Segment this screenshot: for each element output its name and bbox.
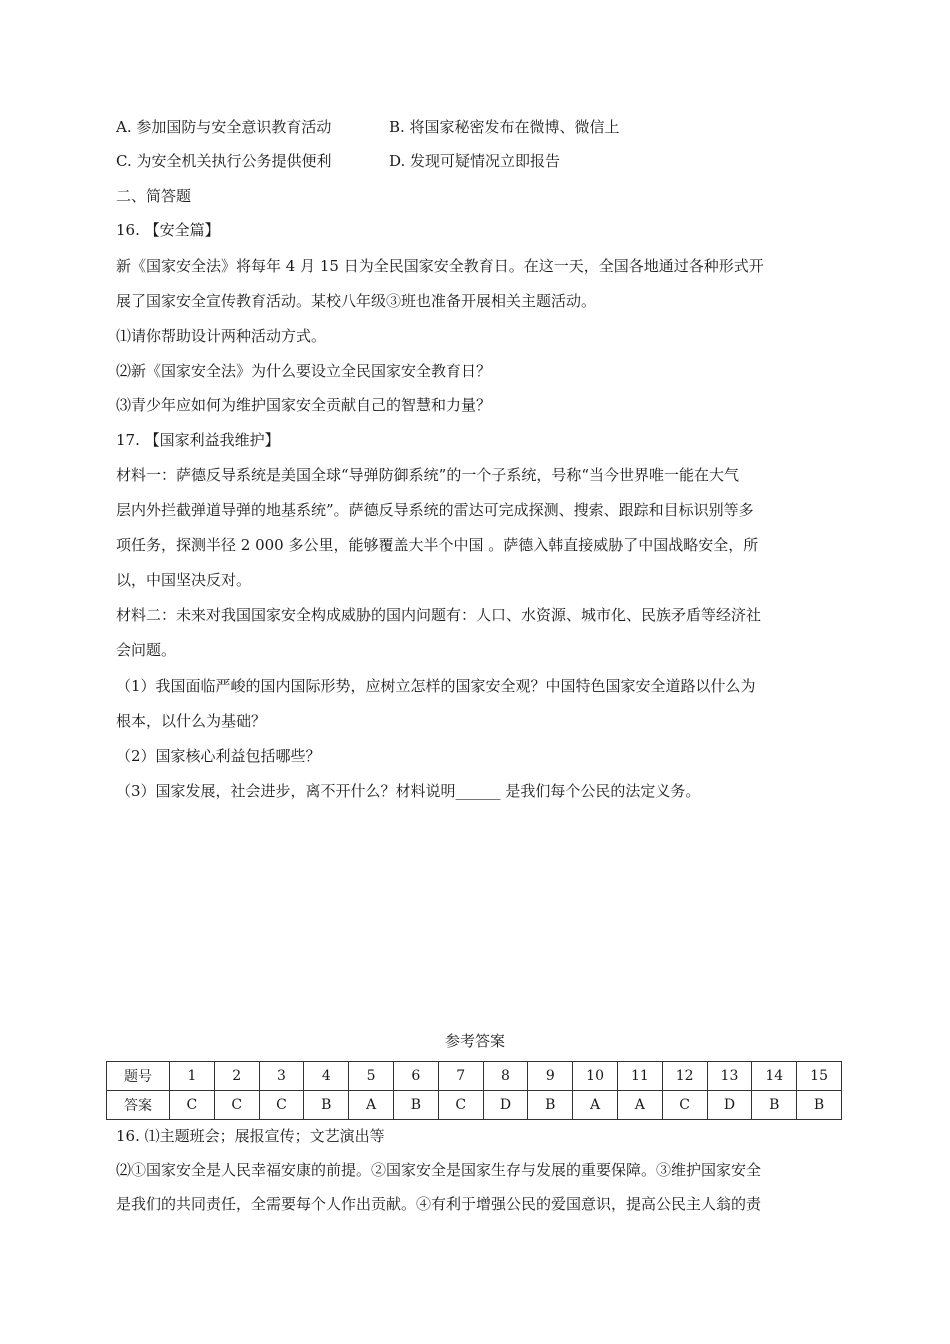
table-cell: 4	[304, 1062, 349, 1091]
q17-sub-question: 根本，以什么为基础？	[116, 712, 267, 730]
q16-heading: 16. 【安全篇】	[116, 221, 220, 239]
table-cell: 14	[752, 1062, 797, 1091]
q16-text-line: 展了国家安全宣传教育活动。某校八年级③班也准备开展相关主题活动。	[116, 292, 597, 310]
q17-material-line: 以，中国坚决反对。	[116, 571, 252, 589]
table-cell: 15	[797, 1062, 842, 1091]
answer-16-2-line: 是我们的共同责任，全需要每个人作出贡献。④有利于增强公民的爱国意识，提高公民主人翁的责	[116, 1195, 762, 1213]
answer-table	[106, 1061, 842, 1120]
q17-sub-question: （2）国家核心利益包括哪些？	[116, 747, 321, 765]
q16-text-line: 新《国家安全法》将每年 4 月 15 日为全民国家安全教育日。在这一天，全国各地通过各种形式开	[116, 257, 764, 275]
table-cell: 7	[438, 1062, 483, 1091]
option-a: A. 参加国防与安全意识教育活动	[116, 118, 332, 136]
table-cell: C	[214, 1091, 259, 1120]
table-cell: 12	[662, 1062, 707, 1091]
table-cell: 5	[349, 1062, 394, 1091]
option-c: C. 为安全机关执行公务提供便利	[116, 152, 332, 170]
option-d: D. 发现可疑情况立即报告	[389, 152, 561, 170]
table-cell: B	[393, 1091, 438, 1120]
table-cell: D	[483, 1091, 528, 1120]
q17-material-line: 材料一：萨德反导系统是美国全球“导弹防御系统”的一个子系统，号称“当今世界唯一能在大气	[116, 466, 740, 484]
q17-sub-question: （1）我国面临严峻的国内国际形势，应树立怎样的国家安全观？中国特色国家安全道路以什么为	[116, 677, 756, 695]
table-cell: D	[707, 1091, 752, 1120]
q17-material-line: 项任务，探测半径 2 000 多公里，能够覆盖大半个中国 。萨德入韩直接威胁了中国战略安全，所	[116, 536, 759, 554]
table-cell: B	[304, 1091, 349, 1120]
q17-sub-question: （3）国家发展，社会进步，离不开什么？材料说明______ 是我们每个公民的法定义务。	[116, 782, 701, 800]
table-cell: 3	[259, 1062, 304, 1091]
q16-sub-question: ⑴请你帮助设计两种活动方式。	[116, 327, 327, 345]
table-cell: 13	[707, 1062, 752, 1091]
table-cell: B	[752, 1091, 797, 1120]
answer-key-title: 参考答案	[444, 1032, 505, 1050]
table-cell: C	[259, 1091, 304, 1120]
table-cell: C	[170, 1091, 215, 1120]
table-row	[107, 1091, 842, 1120]
section-heading: 二、简答题	[116, 187, 192, 205]
table-header-cell: 答案	[107, 1091, 170, 1120]
answer-16-2-line: ⑵①国家安全是人民幸福安康的前提。②国家安全是国家生存与发展的重要保障。③维护国家安全	[116, 1161, 762, 1179]
table-cell: 10	[573, 1062, 618, 1091]
table-cell: 8	[483, 1062, 528, 1091]
q17-material-line: 层内外拦截弹道导弹的地基系统”。萨德反导系统的雷达可完成探测、搜索、跟踪和目标识别等多	[116, 501, 754, 519]
table-cell: A	[349, 1091, 394, 1120]
table-cell: 9	[528, 1062, 573, 1091]
table-cell: C	[662, 1091, 707, 1120]
table-cell: 11	[617, 1062, 662, 1091]
table-cell: B	[528, 1091, 573, 1120]
q17-material-line: 材料二：未来对我国国家安全构成威胁的国内问题有：人口、水资源、城市化、民族矛盾等经济社	[116, 606, 762, 624]
table-row	[107, 1062, 842, 1091]
table-cell: A	[617, 1091, 662, 1120]
q16-sub-question: ⑶青少年应如何为维护国家安全贡献自己的智慧和力量？	[116, 396, 492, 414]
answer-16-1: 16. ⑴主题班会；展报宣传；文艺演出等	[116, 1127, 385, 1145]
table-header-cell: 题号	[107, 1062, 170, 1091]
q17-material-line: 会问题。	[116, 641, 177, 659]
table-cell: 6	[393, 1062, 438, 1091]
q17-heading: 17. 【国家利益我维护】	[116, 431, 280, 449]
table-cell: A	[573, 1091, 618, 1120]
q16-sub-question: ⑵新《国家安全法》为什么要设立全民国家安全教育日？	[116, 362, 492, 380]
table-cell: 2	[214, 1062, 259, 1091]
table-cell: B	[797, 1091, 842, 1120]
option-b: B. 将国家秘密发布在微博、微信上	[389, 118, 620, 136]
table-cell: 1	[170, 1062, 215, 1091]
table-cell: C	[438, 1091, 483, 1120]
